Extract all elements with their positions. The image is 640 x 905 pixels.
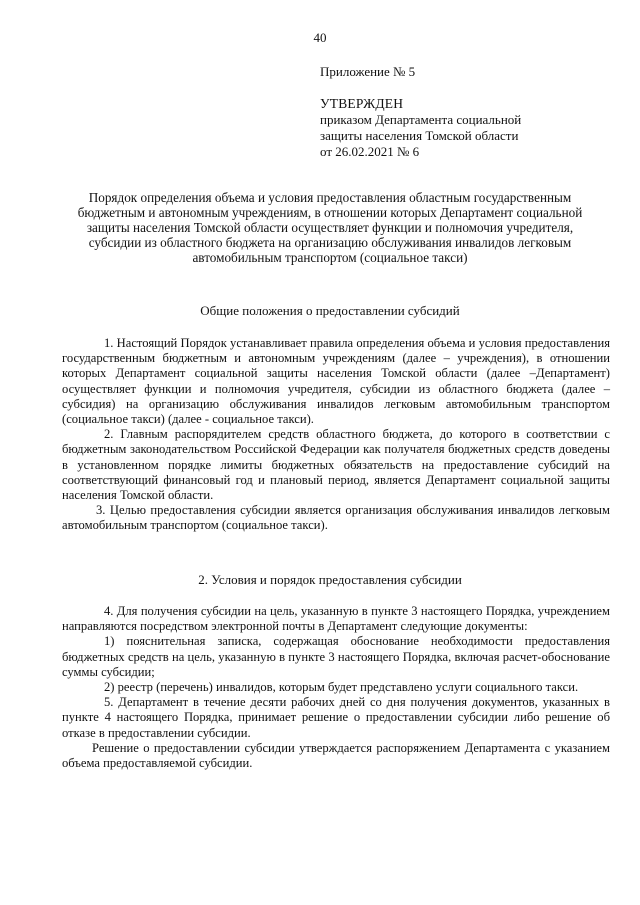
paragraph-4: 4. Для получения субсидии на цель, указанную в пункте 3 настоящего Порядка, учреждением направляются посредством электронной почты в Департамент следующие документы: [62, 604, 610, 634]
section-1-body [62, 336, 610, 534]
approval-line-3: от 26.02.2021 № 6 [320, 144, 420, 159]
paragraph-1: 1. Настоящий Порядок устанавливает правила определения объема и условия предоставления государственным бюджетным и автономным учреждениям (далее – учреждения), в отношении которых Департамент социальной защиты населения Томской области (далее –Департамент) осуществляет функции и полномочия учредителя, субсидии из областного бюджета (далее – субсидия) на организацию обслуживания инвалидов легковым автомобильным транспортом (социальное такси) (далее - социальное такси). [62, 336, 610, 427]
paragraph-5: 5. Департамент в течение десяти рабочих дней со дня получения документов, указанных в пункте 4 настоящего Порядка, принимает решение о предоставлении субсидии либо решение об отказе в предоставлении субсидии. [62, 695, 610, 740]
page-number: 40 [313, 30, 327, 45]
approval-stamp-block [320, 64, 620, 160]
paragraph-2: 2. Главным распорядителем средств областного бюджета, до которого в соответствии с бюджетным законодательством Российской Федерации как получателя бюджетных средств доведены в установленном порядке лимиты бюджетных обязательств на предоставление субсидий на соответствующий финансовый год и плановый период, является Департамент социальной защиты населения Томской области. [62, 427, 610, 503]
section-1-heading: Общие положения о предоставлении субсидий [200, 303, 460, 318]
approval-line-2: защиты населения Томской области [320, 128, 519, 143]
appendix-label: Приложение № 5 [320, 64, 416, 79]
section-2-body [62, 604, 610, 771]
list-item-2: 2) реестр (перечень) инвалидов, которым будет представлено услуги социального такси. [104, 680, 579, 695]
document-title: Порядок определения объема и условия предоставления областным государственным бюджетным и автономным учреждениям, в отношении которых Департамент социальной защиты населения Томской области осуществляет функции и полномочия учредителя, субсидии из областного бюджета на организацию обслуживания инвалидов легковым автомобильным транспортом (социальное такси) [77, 190, 583, 265]
paragraph-3: 3. Целью предоставления субсидии является организация обслуживания инвалидов легковым автомобильным транспортом (социальное такси). [62, 503, 610, 533]
approved-label: УТВЕРЖДЕН [320, 96, 404, 111]
list-item-1: 1) пояснительная записка, содержащая обоснование необходимости предоставления бюджетных средств на цель, указанную в пункте 3 настоящего Порядка, включая расчет-обоснование суммы субсидии; [62, 634, 610, 679]
paragraph-6: Решение о предоставлении субсидии утверждается распоряжением Департамента с указанием объема предоставляемой субсидии. [62, 740, 610, 771]
section-2-heading: 2. Условия и порядок предоставления субсидии [198, 572, 462, 587]
approval-line-1: приказом Департамента социальной [320, 112, 522, 127]
